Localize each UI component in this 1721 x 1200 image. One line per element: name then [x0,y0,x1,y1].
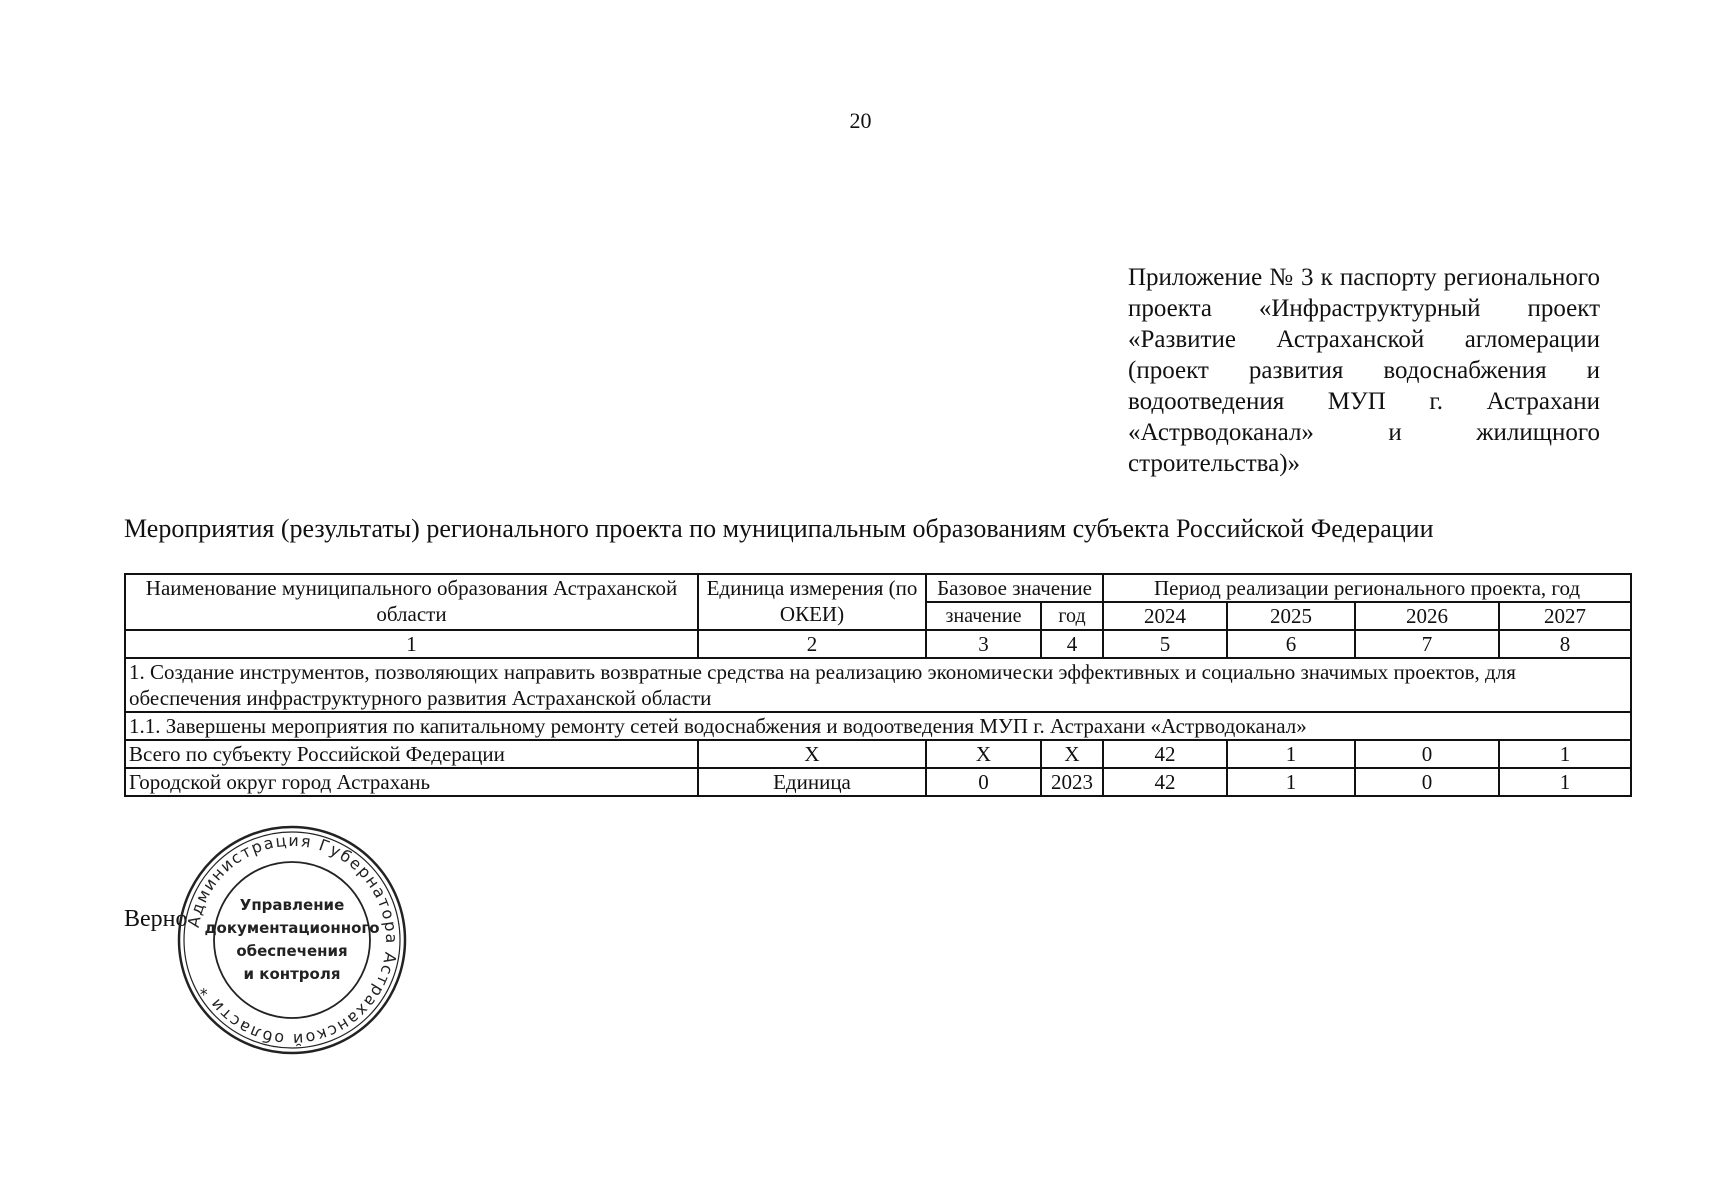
row-unit: Единица [698,768,926,796]
row-name: Всего по субъекту Российской Федерации [125,740,698,768]
seal-center-line: обеспечения [236,942,348,960]
appendix-note: Приложение № 3 к паспорту регионального проекта «Инфраструктурный проект «Развитие Астраханской агломерации (проект развития водоснабжения и водоотведения МУП г. Астрахани «Астрводоканал» и жилищного строительства)» [1128,264,1600,477]
row-value-2026: 0 [1355,740,1499,768]
row-value-2025: 1 [1227,768,1355,796]
row-value-2024: 42 [1103,768,1227,796]
header-municipality: Наименование муниципального образования Астраханской области [125,574,698,630]
row-base-value: 0 [926,768,1041,796]
header-year-2025: 2025 [1227,602,1355,630]
row-value-2026: 0 [1355,768,1499,796]
numbering-cell: 3 [926,630,1041,658]
row-name: Городской округ город Астрахань [125,768,698,796]
results-table [124,573,1632,797]
document-title: Мероприятия (результаты) регионального проекта по муниципальным образованиям субъекта Российской Федерации [124,514,1434,543]
row-value-2025: 1 [1227,740,1355,768]
seal-center-line: документационного [204,919,380,937]
table-row [125,768,1631,796]
header-year-2026: 2026 [1355,602,1499,630]
row-base-year: 2023 [1041,768,1103,796]
page-number: 20 [849,108,872,133]
row-unit: X [698,740,926,768]
table-row [125,740,1631,768]
header-base-year: год [1041,602,1103,630]
numbering-row [125,630,1631,658]
numbering-cell: 5 [1103,630,1227,658]
numbering-cell: 4 [1041,630,1103,658]
header-year-2024: 2024 [1103,602,1227,630]
section-row [125,658,1631,712]
row-value-2024: 42 [1103,740,1227,768]
header-unit: Единица измерения (по ОКЕИ) [698,574,926,630]
numbering-cell: 7 [1355,630,1499,658]
numbering-cell: 2 [698,630,926,658]
seal-ring-text: Администрация Губернатора Астраханской области * [183,830,402,1050]
numbering-cell: 1 [125,630,698,658]
row-value-2027: 1 [1499,768,1631,796]
numbering-cell: 8 [1499,630,1631,658]
subsection-row [125,712,1631,740]
header-year-2027: 2027 [1499,602,1631,630]
row-base-value: X [926,740,1041,768]
header-base-value: значение [926,602,1041,630]
row-base-year: X [1041,740,1103,768]
header-base: Базовое значение [926,574,1103,602]
numbering-cell: 6 [1227,630,1355,658]
seal-center-line: и контроля [243,965,341,983]
seal-center-line: Управление [239,896,345,914]
section-1-heading: 1. Создание инструментов, позволяющих направить возвратные средства на реализацию экономически эффективных и социально значимых проектов, для обеспечения инфраструктурного развития Астраханской области [125,658,1631,712]
official-seal [176,824,408,1056]
subsection-1-1-heading: 1.1. Завершены мероприятия по капитальному ремонту сетей водоснабжения и водоотведения МУП г. Астрахани «Астрводоканал» [125,712,1631,740]
certification-label: Верно [124,906,188,932]
row-value-2027: 1 [1499,740,1631,768]
header-period: Период реализации регионального проекта, год [1103,574,1631,602]
